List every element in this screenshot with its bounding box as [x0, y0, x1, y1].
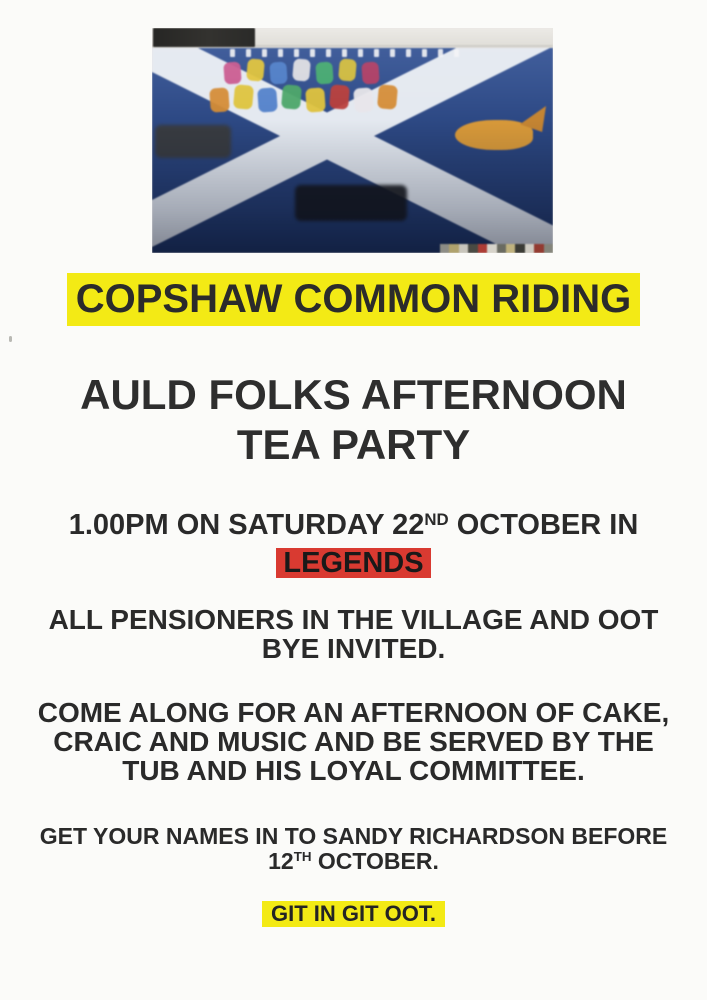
blet-item: [329, 84, 350, 110]
bunting-string-tick: [374, 49, 379, 57]
strip-cell-item: [515, 244, 524, 253]
bunting-letters-row1: [224, 60, 379, 82]
blet-item: [223, 61, 241, 84]
venue-line: [0, 546, 707, 580]
footer-slogan: [0, 901, 707, 927]
bunting-string-tick: [454, 49, 459, 57]
flag-photo-inner: [152, 28, 553, 253]
bunting-string-tick: [294, 49, 299, 57]
strip-cell-item: [478, 244, 487, 253]
description-line1: COME ALONG FOR AN AFTERNOON OF CAKE,: [37, 697, 670, 728]
blet-item: [233, 84, 254, 110]
strip-cell-item: [534, 244, 543, 253]
bunting-letters-row2: [210, 86, 397, 110]
blet-item: [338, 58, 357, 81]
flag-photo: [152, 28, 553, 253]
date-venue-block: [0, 508, 707, 580]
photo-dark-bar: [153, 28, 255, 47]
rsvp-ordinal-suffix: TH: [293, 849, 312, 865]
blet-item: [269, 61, 287, 84]
bunting-string-tick: [230, 49, 235, 57]
bunting-string-tick: [262, 49, 267, 57]
bunting-string-tick: [342, 49, 347, 57]
event-heading-line2: TEA PARTY: [236, 421, 471, 468]
event-heading-line1: AULD FOLKS AFTERNOON: [80, 371, 627, 418]
bunting-string-tick: [278, 49, 283, 57]
date-ordinal-suffix: ND: [424, 509, 449, 529]
bunting-string-tick: [246, 49, 251, 57]
bunting-string-tick: [358, 49, 363, 57]
blet-item: [305, 87, 326, 112]
blet-item: [292, 58, 311, 81]
blet-item: [209, 87, 230, 112]
rsvp-date: 12: [268, 847, 294, 874]
bunting-string-tick: [422, 49, 427, 57]
date-text: 1.00PM ON SATURDAY 22: [68, 509, 425, 541]
strip-cell-item: [544, 244, 553, 253]
invitation-line2: BYE INVITED.: [261, 633, 446, 664]
blet-item: [361, 61, 379, 84]
dark-object-bottom: [295, 185, 407, 221]
blet-item: [315, 61, 333, 84]
blet-item: [377, 84, 398, 110]
blet-item: [257, 87, 278, 112]
rsvp-block: [0, 824, 707, 877]
dark-object-left: [155, 125, 231, 158]
bunting-string-tick: [438, 49, 443, 57]
bunting-string-tick: [406, 49, 411, 57]
description-block: [0, 698, 707, 785]
strip-cell-item: [468, 244, 477, 253]
bunting-string-tick: [310, 49, 315, 57]
strip-cell-item: [506, 244, 515, 253]
title-banner: [0, 273, 707, 326]
strip-cell-item: [459, 244, 468, 253]
strip-cell-item: [497, 244, 506, 253]
date-text-tail: OCTOBER IN: [448, 509, 639, 541]
footer-slogan-text: GIT IN GIT OOT.: [262, 901, 445, 927]
rsvp-line2: [0, 849, 707, 878]
strip-cell-item: [525, 244, 534, 253]
bunting-string: [230, 49, 500, 57]
strip-cell-item: [440, 244, 449, 253]
description-line2: CRAIC AND MUSIC AND BE SERVED BY THE: [53, 726, 654, 757]
date-line: [0, 508, 707, 546]
invitation-line1: ALL PENSIONERS IN THE VILLAGE AND OOT: [48, 604, 659, 635]
bunting-string-tick: [390, 49, 395, 57]
rsvp-date-tail: OCTOBER.: [311, 847, 439, 874]
rsvp-line1: GET YOUR NAMES IN TO SANDY RICHARDSON BEFORE: [39, 823, 668, 849]
event-heading: [0, 370, 707, 470]
strip-cell-item: [487, 244, 496, 253]
blet-item: [246, 58, 265, 81]
bunting-string-tick: [326, 49, 331, 57]
invitation-block: [0, 605, 707, 663]
flag-bottom-strip: [440, 244, 553, 253]
strip-cell-item: [449, 244, 458, 253]
description-line3: TUB AND HIS LOYAL COMMITTEE.: [122, 755, 585, 786]
venue-text: LEGENDS: [276, 548, 430, 578]
title-text: COPSHAW COMMON RIDING: [67, 273, 641, 326]
blet-item: [353, 87, 374, 112]
blet-item: [281, 84, 302, 110]
scan-speck: [9, 336, 12, 342]
